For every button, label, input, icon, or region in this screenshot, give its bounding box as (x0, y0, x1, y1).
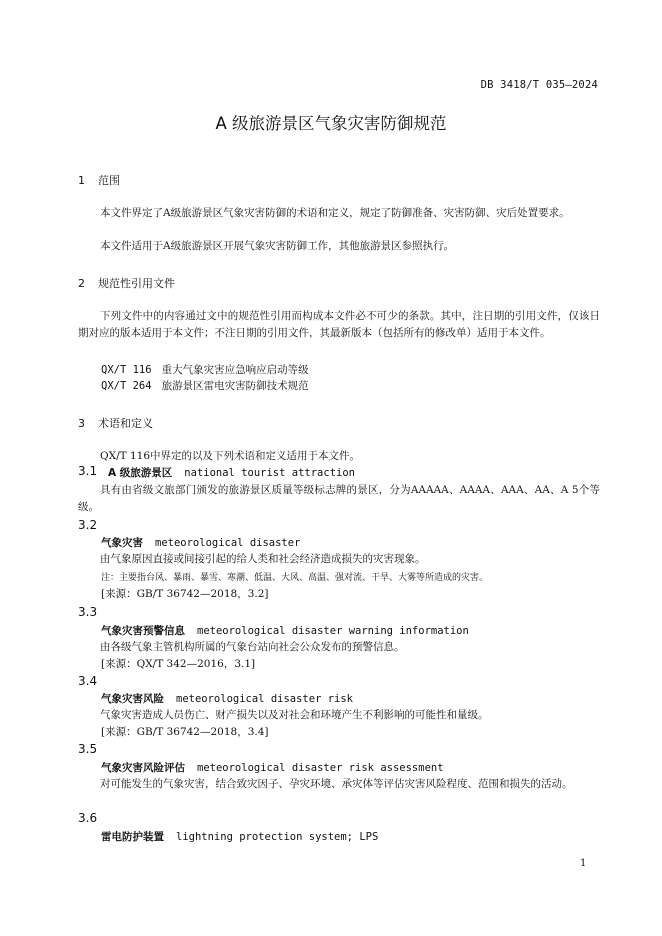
section-title: 范围 (98, 174, 120, 187)
term-definition: 气象灾害造成人员伤亡、财产损失以及对社会和环境产生不利影响的可能性和量级。 (100, 709, 489, 721)
term-heading (101, 535, 300, 550)
term-definition: 由各级气象主管机构所属的气象台站向社会公众发布的预警信息。 (100, 641, 405, 653)
term-english: meteorological disaster risk (176, 693, 354, 705)
term-number: 3.3 (78, 605, 98, 619)
term-english: meteorological disaster warning information (197, 625, 469, 637)
section-3-heading (78, 415, 153, 431)
term-number: 3.2 (78, 518, 98, 532)
paragraph: 本文件界定了A级旅游景区气象灾害防御的术语和定义，规定了防御准备、灾害防御、灾后处置要求。 (100, 207, 570, 219)
term-heading (101, 623, 469, 638)
reference-name: 重大气象灾害应急响应启动等级 (161, 364, 309, 376)
term-heading (101, 760, 444, 775)
term-english: meteorological disaster (155, 537, 301, 549)
term-chinese: 气象灾害风险评估 (101, 762, 185, 774)
term-chinese: 雷电防护装置 (101, 831, 164, 843)
term-definition: 对可能发生的气象灾害，结合致灾因子、孕灾环境、承灾体等评估灾害风险程度、范围和损失的活动。 (100, 778, 573, 790)
section-number: 2 (78, 277, 85, 290)
term-heading (101, 829, 378, 844)
term-chinese: 气象灾害预警信息 (101, 625, 185, 637)
term-english: lightning protection system; LPS (176, 831, 379, 843)
paragraph: 本文件适用于A级旅游景区开展气象灾害防御工作，其他旅游景区参照执行。 (100, 240, 455, 252)
reference-name: 旅游景区雷电灾害防御技术规范 (161, 380, 309, 392)
term-number: 3.1 (78, 464, 98, 478)
section-title: 术语和定义 (98, 417, 153, 430)
term-chinese: A 级旅游景区 (108, 467, 173, 479)
term-number: 3.4 (78, 674, 98, 688)
term-source: [来源：GB/T 36742—2018，3.2] (101, 588, 269, 600)
document-title: A 级旅游景区气象灾害防御规范 (215, 114, 447, 133)
page-number: 1 (580, 858, 587, 869)
paragraph: QX/T 116中界定的以及下列术语和定义适用于本文件。 (100, 450, 361, 462)
term-source: [来源：GB/T 36742—2018，3.4] (101, 726, 269, 738)
section-number: 1 (78, 174, 85, 187)
document-id: DB 3418/T 035—2024 (480, 79, 598, 91)
term-definition: 具有由省级文旅部门颁发的旅游景区质量等级标志牌的景区，分为AAAAA、AAAA、AAA、AA、A 5个等级。 (78, 484, 600, 513)
term-english: national tourist attraction (184, 467, 355, 479)
reference-code: QX/T 264 (101, 380, 152, 392)
term-heading (101, 691, 353, 706)
term-english: meteorological disaster risk assessment (197, 762, 444, 774)
term-heading (108, 465, 355, 480)
reference-code: QX/T 116 (101, 364, 152, 376)
paragraph: 下列文件中的内容通过文中的规范性引用而构成本文件必不可少的条款。其中，注日期的引用文件，仅该日期对应的版本适用于本文件；不注日期的引用文件，其最新版本（包括所有的修改单）适用于本文件。 (78, 310, 600, 339)
section-title: 规范性引用文件 (98, 277, 175, 290)
term-chinese: 气象灾害风险 (101, 693, 164, 705)
term-number: 3.5 (78, 742, 98, 756)
term-chinese: 气象灾害 (101, 537, 143, 549)
reference-item (101, 378, 309, 393)
section-1-heading (78, 172, 120, 188)
term-number: 3.6 (78, 811, 98, 825)
term-definition: 由气象原因直接或间接引起的给人类和社会经济造成损失的灾害现象。 (100, 553, 426, 565)
reference-item (101, 362, 309, 377)
term-source: [来源：QX/T 342—2016，3.1] (101, 658, 256, 670)
term-note: 注：主要指台风、暴雨、暴雪、寒潮、低温、大风、高温、强对流、干旱、大雾等所造成的灾害。 (101, 573, 489, 583)
section-number: 3 (78, 417, 85, 430)
section-2-heading (78, 275, 175, 291)
